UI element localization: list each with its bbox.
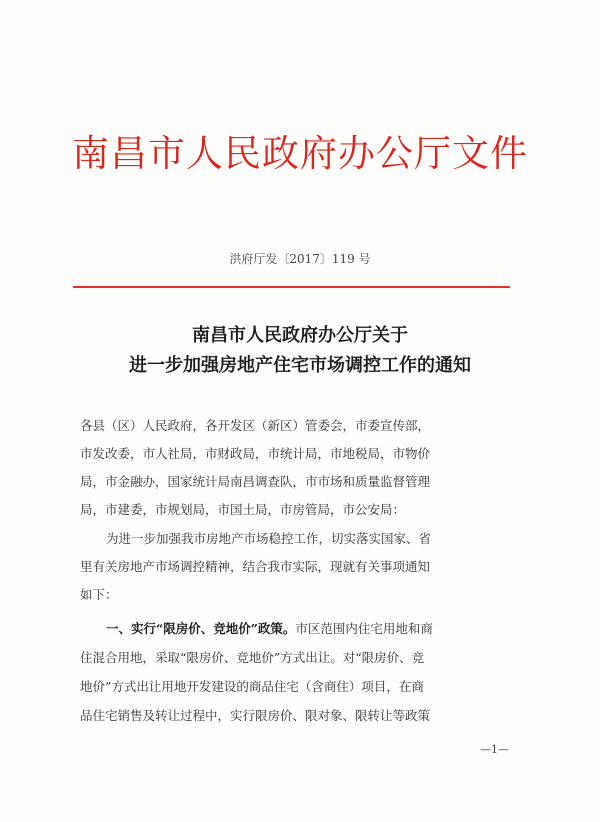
recipients-line: 各县（区）人民政府，各开发区（新区）管委会，市委宣传部， (80, 418, 431, 433)
notice-title-line-1: 南昌市人民政府办公厅关于 (192, 325, 408, 346)
intro-line: 如下： (80, 587, 118, 602)
intro-line: 里有关房地产市场调控精神，结合我市实际，现就有关事项通知 (80, 559, 431, 574)
document-number: 洪府厅发〔2017〕119 号 (229, 252, 371, 266)
page-number: —1— (480, 743, 509, 756)
intro-line: 为进一步加强我市房地产市场稳控工作，切实落实国家、省 (106, 531, 432, 546)
section-1-line: 住混合用地，采取“限房价、竞地价”方式出让。对“限房价、竞 (80, 650, 425, 665)
recipients-line: 局，市金融办，国家统计局南昌调查队，市市场和质量监督管理 (80, 474, 431, 489)
recipients-line: 市发改委，市人社局，市财政局，市统计局，市地税局，市物价 (80, 446, 431, 461)
section-1-text: 市区范围内住宅用地和商 (295, 621, 433, 636)
section-1-heading: 一、实行“限房价、竞地价”政策。 (106, 621, 296, 636)
notice-title-line-2: 进一步加强房地产住宅市场调控工作的通知 (129, 355, 471, 376)
issuer-header: 南昌市人民政府办公厅文件 (72, 132, 528, 175)
section-1-line: 品住宅销售及转让过程中，实行限房价、限对象、限转让等政策 (80, 708, 431, 723)
red-divider-line (73, 286, 510, 288)
recipients-line: 局，市建委，市规划局，市国土局，市房管局，市公安局： (80, 502, 406, 517)
section-1-line: 地价”方式出让用地开发建设的商品住宅（含商住）项目，在商 (80, 679, 424, 694)
section-1-first-line (106, 617, 433, 641)
